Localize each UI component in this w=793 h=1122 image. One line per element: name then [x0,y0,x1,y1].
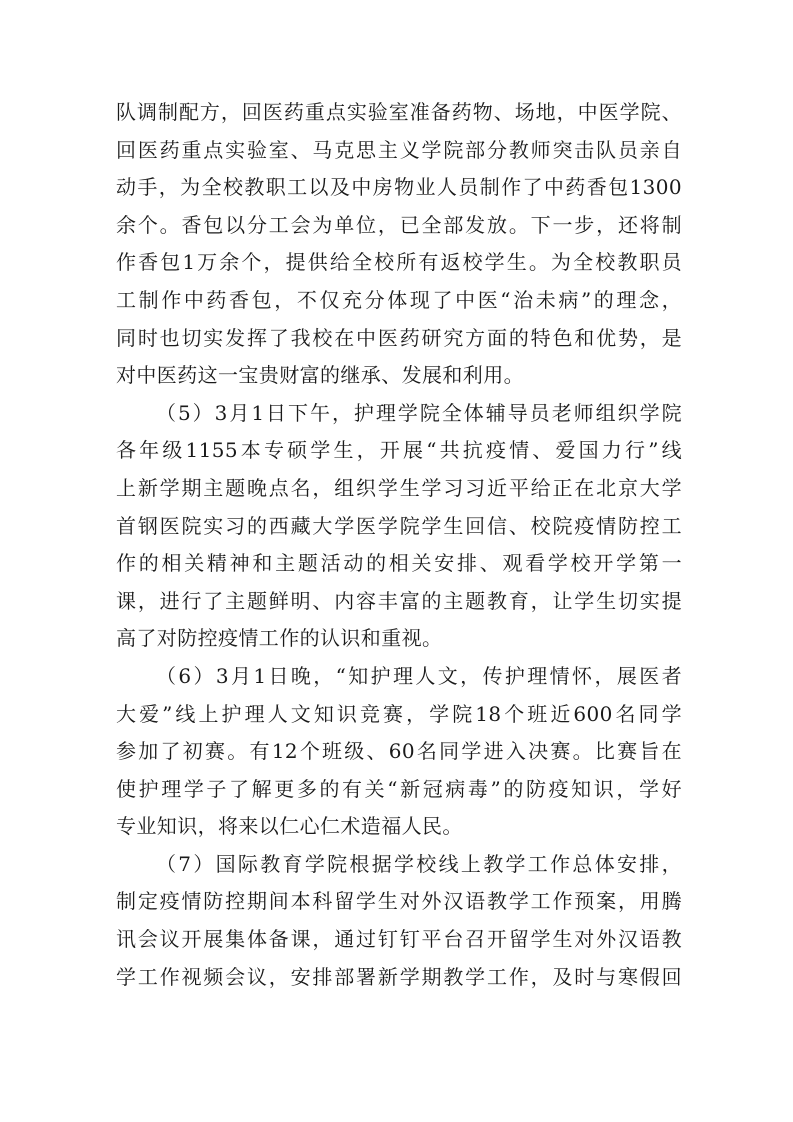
paragraph-1 [116,94,682,395]
text-line: 上新学期主题晚点名，组织学生学习习近平给正在北京大学 [116,475,682,500]
text-line: （7）国际教育学院根据学校线上教学工作总体安排， [156,851,682,876]
paragraph-4 [116,846,682,996]
paragraph-2 [116,395,682,658]
text-line: 动手，为全校教职工以及中房物业人员制作了中药香包1300 [116,175,682,200]
paragraph-3 [116,658,682,846]
text-line: 学工作视频会议，安排部署新学期教学工作，及时与寒假回 [116,964,682,989]
text-line: （6）3月1日晚，“知护理人文，传护理情怀，展医者 [156,663,682,688]
text-line: 工制作中药香包，不仅充分体现了中医“治未病”的理念， [116,287,682,312]
text-line: 讯会议开展集体备课，通过钉钉平台召开留学生对外汉语教 [116,927,682,952]
text-line: 余个。香包以分工会为单位，已全部发放。下一步，还将制 [116,212,682,237]
text-line: 大爱”线上护理人文知识竞赛，学院18个班近600名同学 [116,701,682,726]
text-line: 首钢医院实习的西藏大学医学院学生回信、校院疫情防控工 [116,513,682,538]
text-line: 使护理学子了解更多的有关“新冠病毒”的防疫知识，学好 [116,776,682,801]
text-line: 对中医药这一宝贵财富的继承、发展和利用。 [116,363,524,388]
text-line: 回医药重点实验室、马克思主义学院部分教师突击队员亲自 [116,137,682,162]
text-line: （5）3月1日下午，护理学院全体辅导员老师组织学院 [156,400,682,425]
text-line: 作香包1万余个，提供给全校所有返校学生。为全校教职员 [116,250,682,275]
body-text [116,94,682,996]
text-line: 课，进行了主题鲜明、内容丰富的主题教育，让学生切实提 [116,588,682,613]
text-line: 作的相关精神和主题活动的相关安排、观看学校开学第一 [116,551,682,576]
text-line: 同时也切实发挥了我校在中医药研究方面的特色和优势，是 [116,325,682,350]
text-line: 各年级1155本专硕学生，开展“共抗疫情、爱国力行”线 [116,438,682,463]
text-line: 专业知识，将来以仁心仁术造福人民。 [116,814,463,839]
text-line: 高了对防控疫情工作的认识和重视。 [116,626,443,651]
text-line: 参加了初赛。有12个班级、60名同学进入决赛。比赛旨在 [116,739,682,764]
text-line: 制定疫情防控期间本科留学生对外汉语教学工作预案，用腾 [116,889,682,914]
text-line: 队调制配方，回医药重点实验室准备药物、场地，中医学院、 [116,100,682,124]
